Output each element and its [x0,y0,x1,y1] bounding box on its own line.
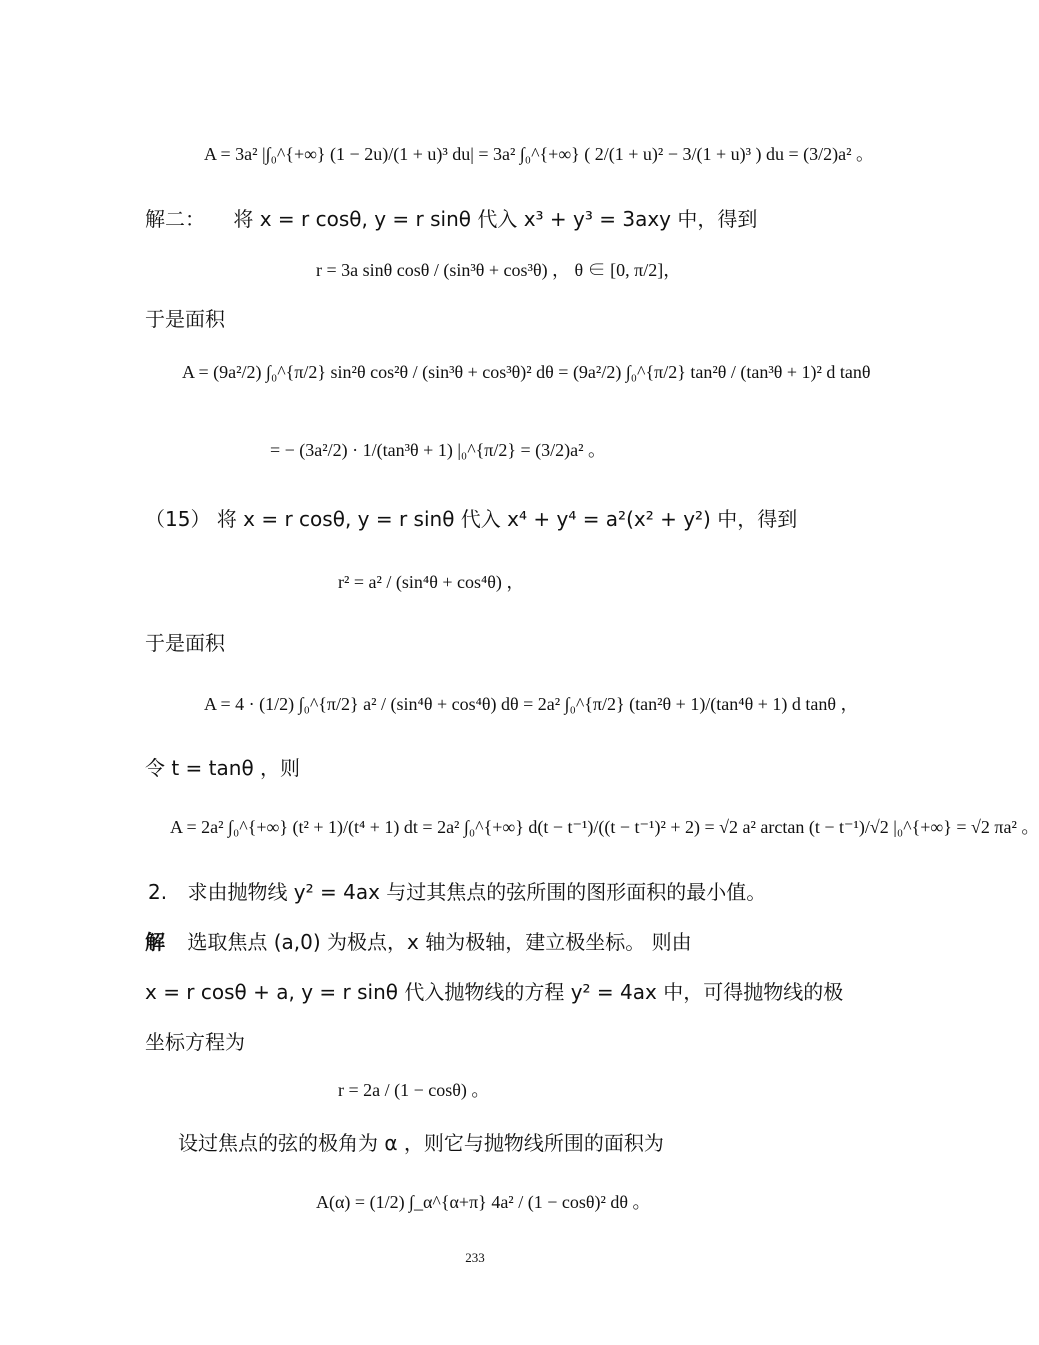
equation-area-quartic: A = 4 · (1/2) ∫₀^{π/2} a² / (sin⁴θ + cos⁴θ) dθ = 2a² ∫₀^{π/2} (tan²θ + 1)/(tan⁴θ + 1) d tanθ ， [204,694,859,714]
equation-r-folium: r = 3a sinθ cosθ / (sin³θ + cos³θ) ， θ ∈ [0, π/2]， [316,260,682,280]
equation-r-parabola: r = 2a / (1 − cosθ) 。 [338,1080,490,1100]
method-2-text: 将 x = r cosθ, y = r sinθ 代入 x³ + y³ = 3axy 中，得到 [233,207,758,231]
solution-2-continued-2: 坐标方程为 [145,1030,245,1054]
problem-2 [148,876,766,905]
page-number: 233 [465,1250,485,1265]
solution-2-label: 解 [145,930,165,954]
equation-area-folium-1: A = (9a²/2) ∫₀^{π/2} sin²θ cos²θ / (sin³θ + cos³θ)² dθ = (9a²/2) ∫₀^{π/2} tan²θ / (tan³θ + 1)² d tanθ [182,362,871,382]
solution-2 [145,926,692,955]
equation-r2-quartic: r² = a² / (sin⁴θ + cos⁴θ) ， [338,572,525,592]
solution-2-continued: x = r cosθ + a, y = r sinθ 代入抛物线的方程 y² = 4ax 中，可得抛物线的极 [145,980,844,1004]
equation-area-u: A = 3a² |∫₀^{+∞} (1 − 2u)/(1 + u)³ du| = 3a² ∫₀^{+∞} ( 2/(1 + u)² − 3/(1 + u)³ ) du = (3/2)a² 。 [204,144,875,164]
method-2-label: 解二： [145,207,205,231]
problem-15-intro [145,503,797,532]
problem-2-text: 求由抛物线 y² = 4ax 与过其焦点的弦所围的图形面积的最小值。 [187,880,767,904]
method-2-intro [145,203,757,232]
area-label-1: 于是面积 [145,307,225,331]
equation-area-folium-2: = − (3a²/2) · 1/(tan³θ + 1) |₀^{π/2} = (3/2)a² 。 [270,440,607,460]
substitution-line: 令 t = tanθ ，则 [145,756,301,780]
equation-area-alpha: A(α) = (1/2) ∫_α^{α+π} 4a² / (1 − cosθ)² dθ 。 [316,1192,651,1212]
equation-area-t: A = 2a² ∫₀^{+∞} (t² + 1)/(t⁴ + 1) dt = 2a² ∫₀^{+∞} d(t − t⁻¹)/((t − t⁻¹)² + 2) = √2 a² arctan (t − t⁻¹)/√2 |₀^{+∞} = √2 πa² 。 [170,817,1039,837]
problem-2-label: 2. [148,880,168,904]
solution-2-text: 选取焦点 (a,0) 为极点，x 轴为极轴，建立极坐标。 则由 [187,930,692,954]
chord-angle-line: 设过焦点的弦的极角为 α ，则它与抛物线所围的面积为 [178,1131,664,1155]
problem-15-text: 将 x = r cosθ, y = r sinθ 代入 x⁴ + y⁴ = a²(x² + y²) 中，得到 [216,507,798,531]
area-label-2: 于是面积 [145,631,225,655]
problem-15-label: （15） [145,507,211,531]
